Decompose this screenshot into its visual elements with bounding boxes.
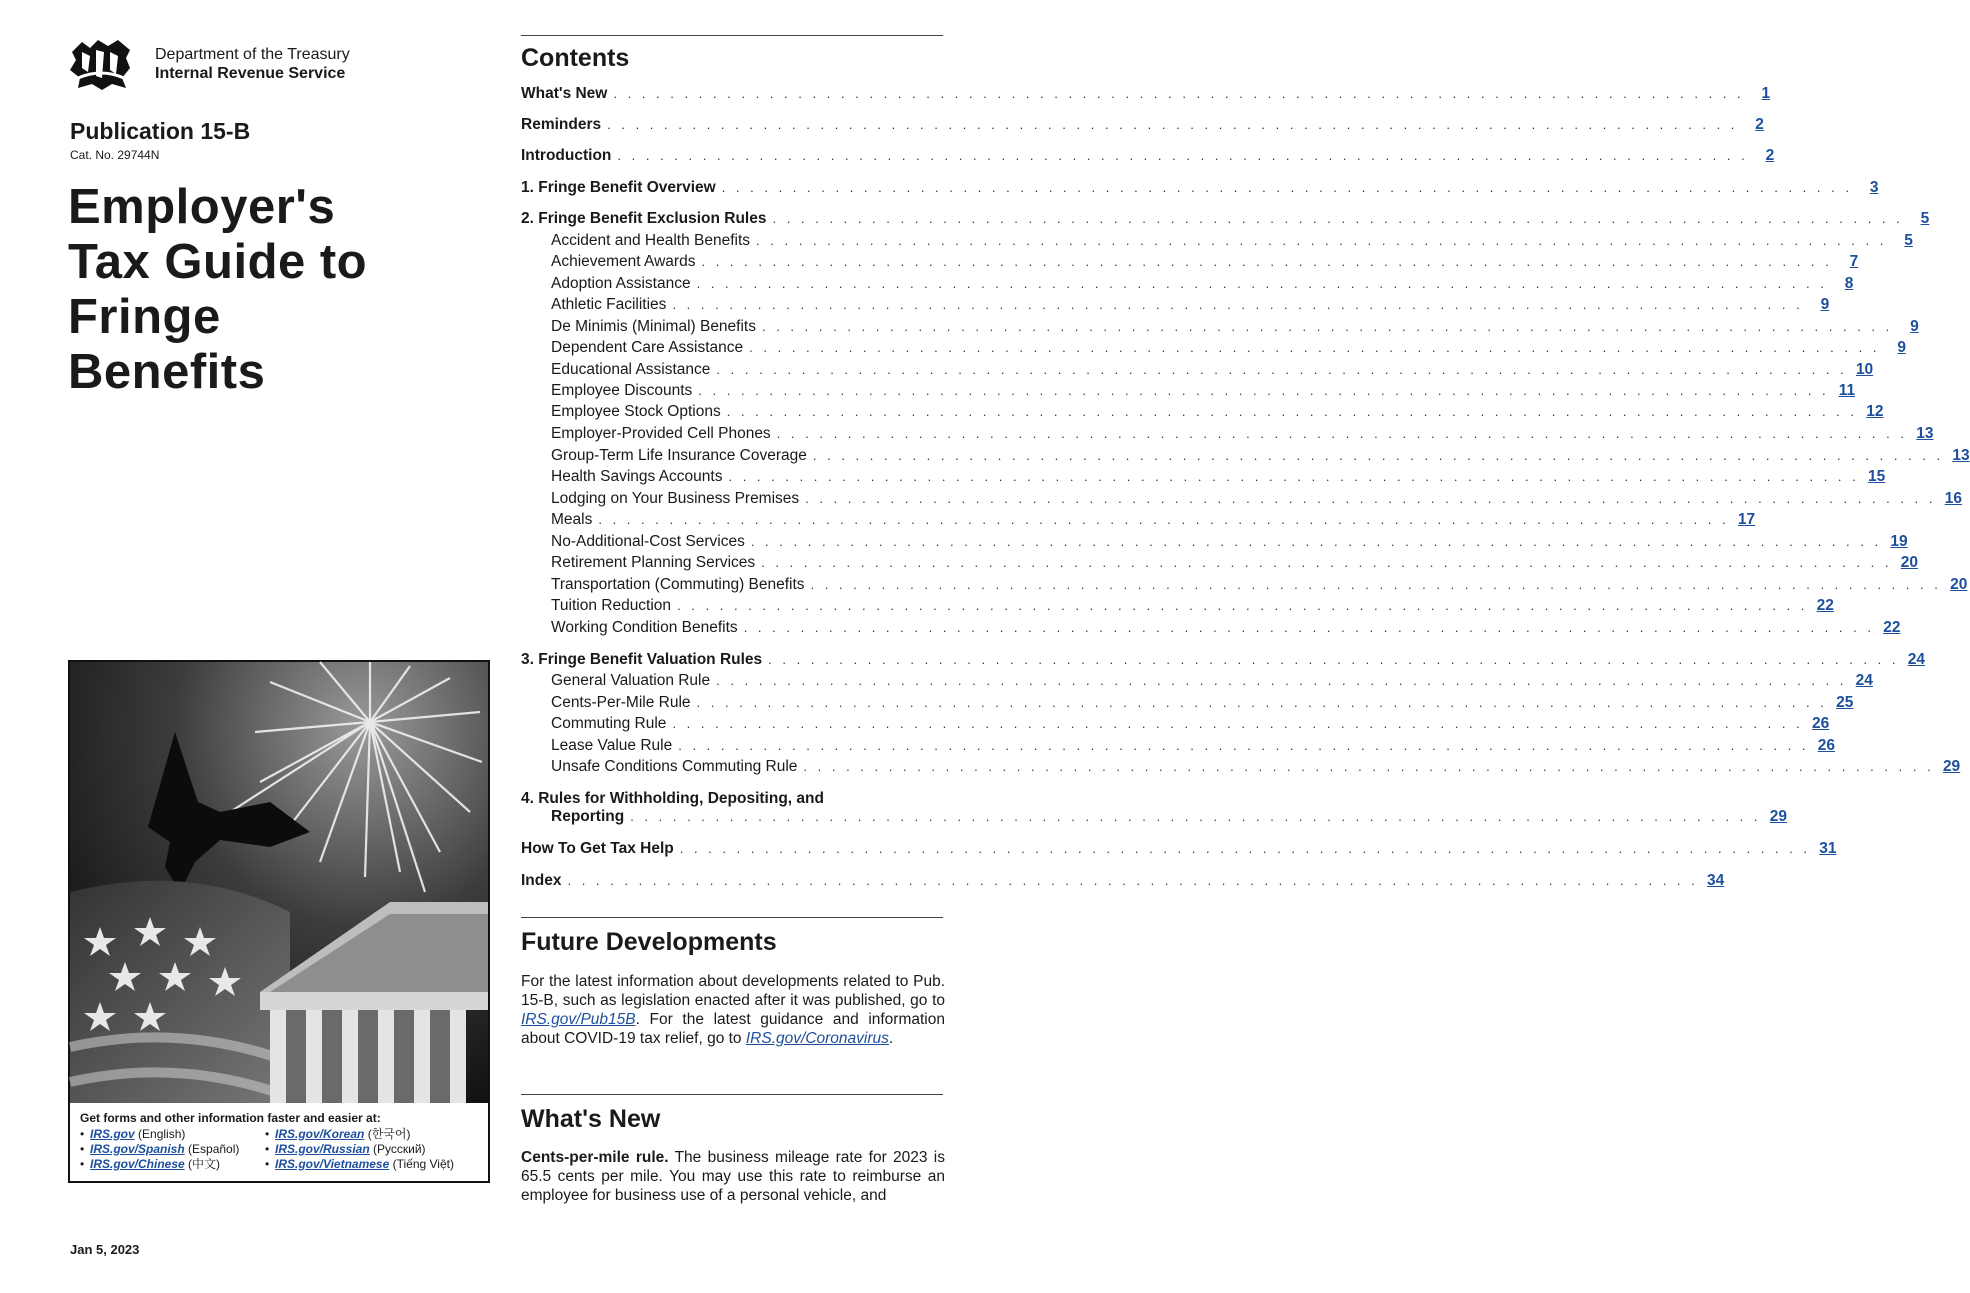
toc-page-link[interactable]: 17 [1737, 511, 1756, 528]
whats-new-heading: What's New [521, 1105, 661, 1133]
toc-entry-label: Retirement Planning Services [551, 554, 756, 571]
toc-leader-dots: . . . . . . . . . . . . . . . . . . . . . . . . . . . . . . . . . . . . . . . . . . . . . . . . . . . . . . . . . . . . . . . . . . . . . . . . . . . . . . . . [701, 254, 1833, 269]
toc-entry-label: Lodging on Your Business Premises [551, 490, 800, 507]
toc-leader-dots: . . . . . . . . . . . . . . . . . . . . . . . . . . . . . . . . . . . . . . . . . . . . . . . . . . . . . . . . . . . . . . . . . . . . . . . . . . . . . . . . [696, 276, 1828, 291]
toc-entry-label: General Valuation Rule [551, 672, 711, 689]
toc-page-link[interactable]: 26 [1817, 737, 1835, 754]
toc-page-link[interactable]: 5 [1920, 210, 1930, 227]
toc-leader-dots: . . . . . . . . . . . . . . . . . . . . . . . . . . . . . . . . . . . . . . . . . . . . . . . . . . . . . . . . . . . . . . . . . . . . . . . . . . . . . . . . [678, 738, 1809, 753]
toc-page-link[interactable]: 10 [1855, 361, 1874, 378]
toc-entry[interactable] [521, 84, 1771, 103]
fireworks-eagle-flag-capitol-icon [70, 662, 488, 1103]
get-forms-item: • IRS.gov/Vietnamese (Tiếng Việt) [265, 1157, 454, 1171]
toc-entry-label: How To Get Tax Help [521, 840, 674, 857]
toc-leader-dots: . . . . . . . . . . . . . . . . . . . . . . . . . . . . . . . . . . . . . . . . . . . . . . . . . . . . . . . . . . . . . . . . . . . . . . . . . . . . . . . . [761, 319, 1893, 334]
toc-entry-label: What's New [521, 85, 608, 102]
toc-entry[interactable] [521, 714, 1830, 733]
toc-entry-label: 2. Fringe Benefit Exclusion Rules [521, 210, 767, 227]
irs-eagle-logo-icon [68, 38, 134, 92]
toc-entry-label: 1. Fringe Benefit Overview [521, 179, 716, 196]
toc-page-link[interactable]: 3 [1869, 179, 1879, 196]
toc-entry-label: Accident and Health Benefits [551, 232, 751, 249]
irs-link-english[interactable]: IRS.gov [90, 1127, 135, 1141]
toc-entry[interactable] [521, 553, 1918, 572]
toc-entry[interactable] [521, 146, 1775, 165]
toc-entry-label: Working Condition Benefits [551, 619, 738, 636]
pub15b-link[interactable]: IRS.gov/Pub15B [521, 1011, 636, 1028]
toc-entry-label: Employer-Provided Cell Phones [551, 425, 771, 442]
toc-entry-label: Index [521, 872, 562, 889]
agency-header [155, 45, 350, 83]
irs-link-korean[interactable]: IRS.gov/Korean [275, 1127, 365, 1141]
toc-entry[interactable] [521, 178, 1879, 197]
toc-entry[interactable] [521, 807, 1787, 826]
language-label: (Español) [188, 1142, 240, 1156]
toc-entry[interactable] [521, 736, 1835, 755]
toc-page-link[interactable]: 24 [1907, 651, 1925, 668]
toc-entry-label: Introduction [521, 147, 612, 164]
toc-page-link[interactable]: 9 [1820, 296, 1830, 313]
whats-new-paragraph [521, 1148, 945, 1205]
toc-entry[interactable] [521, 839, 1837, 858]
toc-entry[interactable] [521, 532, 1908, 551]
toc-leader-dots: . . . . . . . . . . . . . . . . . . . . . . . . . . . . . . . . . . . . . . . . . . . . . . . . . . . . . . . . . . . . . . . . . . . . . . . . . . . . . . . . [630, 809, 1761, 824]
toc-entry[interactable] [521, 510, 1756, 529]
paragraph-text: . For the latest guidance and information about COVID-19 tax relief, go to [521, 1011, 945, 1047]
toc-entry-label: Tuition Reduction [551, 597, 672, 614]
toc-entry-label: Group-Term Life Insurance Coverage [551, 447, 807, 464]
toc-entry[interactable] [521, 575, 1968, 594]
toc-entry[interactable] [521, 467, 1886, 486]
toc-leader-dots: . . . . . . . . . . . . . . . . . . . . . . . . . . . . . . . . . . . . . . . . . . . . . . . . . . . . . . . . . . . . . . . . . . . . . . . . . . . . . . . . [803, 759, 1935, 774]
get-forms-item: • IRS.gov/Korean (한국어) [265, 1127, 411, 1141]
toc-entry[interactable] [521, 252, 1859, 271]
department-name: Department of the Treasury [155, 46, 350, 63]
toc-entry-label: Commuting Rule [551, 715, 667, 732]
language-label: (English) [138, 1127, 186, 1141]
toc-leader-dots: . . . . . . . . . . . . . . . . . . . . . . . . . . . . . . . . . . . . . . . . . . . . . . . . . . . . . . . . . . . . . . . . . . . . . . . . . . . . . . . . [613, 86, 1745, 101]
toc-entry-label: Achievement Awards [551, 253, 696, 270]
toc-entry[interactable] [521, 424, 1934, 443]
toc-leader-dots: . . . . . . . . . . . . . . . . . . . . . . . . . . . . . . . . . . . . . . . . . . . . . . . . . . . . . . . . . . . . . . . . . . . . . . . . . . . . . . . . [677, 598, 1808, 613]
toc-entry[interactable] [521, 789, 943, 808]
toc-entry[interactable] [521, 871, 1725, 890]
language-label: (한국어) [367, 1127, 411, 1141]
irs-link-chinese[interactable]: IRS.gov/Chinese [90, 1157, 185, 1171]
toc-entry-label: Dependent Care Assistance [551, 339, 744, 356]
toc-page-link[interactable]: 9 [1910, 318, 1919, 335]
toc-leader-dots: . . . . . . . . . . . . . . . . . . . . . . . . . . . . . . . . . . . . . . . . . . . . . . . . . . . . . . . . . . . . . . . . . . . . . . . . . . . . . . . . [812, 448, 1944, 463]
toc-page-link[interactable]: 2 [1765, 147, 1775, 164]
toc-leader-dots: . . . . . . . . . . . . . . . . . . . . . . . . . . . . . . . . . . . . . . . . . . . . . . . . . . . . . . . . . . . . . . . . . . . . . . . . . . . . . . . . [716, 362, 1848, 377]
toc-entry[interactable] [521, 338, 1906, 357]
toc-entry-label: Employee Discounts [551, 382, 693, 399]
paragraph-text: For the latest information about developments related to Pub. 15-B, such as legislation enacted after it was published, go to [521, 973, 945, 1009]
toc-entry-label: De Minimis (Minimal) Benefits [551, 318, 756, 335]
toc-page-link[interactable]: 1 [1761, 85, 1771, 102]
language-label: (Tiếng Việt) [392, 1157, 454, 1171]
toc-leader-dots: . . . . . . . . . . . . . . . . . . . . . . . . . . . . . . . . . . . . . . . . . . . . . . . . . . . . . . . . . . . . . . . . . . . . . . . . . . . . . . . . [726, 404, 1858, 419]
title-line: Fringe [68, 290, 221, 344]
title-line: Tax Guide to [68, 235, 368, 289]
toc-entry-label: Athletic Facilities [551, 296, 667, 313]
toc-leader-dots: . . . . . . . . . . . . . . . . . . . . . . . . . . . . . . . . . . . . . . . . . . . . . . . . . . . . . . . . . . . . . . . . . . . . . . . . . . . . . . . . [679, 841, 1811, 856]
toc-entry[interactable] [521, 231, 1913, 250]
toc-leader-dots: . . . . . . . . . . . . . . . . . . . . . . . . . . . . . . . . . . . . . . . . . . . . . . . . . . . . . . . . . . . . . . . . . . . . . . . . . . . . . . . . [672, 716, 1804, 731]
toc-page-link[interactable]: 15 [1868, 468, 1886, 485]
section-rule [521, 917, 943, 918]
toc-page-link[interactable]: 26 [1811, 715, 1830, 732]
publication-number: Publication 15-B [70, 118, 251, 144]
toc-page-link[interactable]: 19 [1890, 533, 1908, 550]
toc-page-link[interactable]: 31 [1819, 840, 1837, 857]
toc-page-link[interactable]: 16 [1944, 490, 1962, 507]
language-label: (中文) [188, 1157, 221, 1171]
toc-leader-dots: . . . . . . . . . . . . . . . . . . . . . . . . . . . . . . . . . . . . . . . . . . . . . . . . . . . . . . . . . . . . . . . . . . . . . . . . . . . . . . . . [756, 233, 1887, 248]
irs-link-vietnamese[interactable]: IRS.gov/Vietnamese [275, 1157, 390, 1171]
toc-page-link[interactable]: 9 [1897, 339, 1906, 356]
toc-leader-dots: . . . . . . . . . . . . . . . . . . . . . . . . . . . . . . . . . . . . . . . . . . . . . . . . . . . . . . . . . . . . . . . . . . . . . . . . . . . . . . . . [761, 555, 1892, 570]
toc-leader-dots: . . . . . . . . . . . . . . . . . . . . . . . . . . . . . . . . . . . . . . . . . . . . . . . . . . . . . . . . . . . . . . . . . . . . . . . . . . . . . . . . [696, 695, 1828, 710]
future-developments-heading: Future Developments [521, 928, 777, 956]
get-forms-item: • IRS.gov/Chinese (中文) [80, 1157, 221, 1171]
toc-leader-dots: . . . . . . . . . . . . . . . . . . . . . . . . . . . . . . . . . . . . . . . . . . . . . . . . . . . . . . . . . . . . . . . . . . . . . . . . . . . . . . . . [716, 673, 1847, 688]
toc-leader-dots: . . . . . . . . . . . . . . . . . . . . . . . . . . . . . . . . . . . . . . . . . . . . . . . . . . . . . . . . . . . . . . . . . . . . . . . . . . . . . . . . [607, 117, 1738, 132]
toc-entry-label: 4. Rules for Withholding, Depositing, and [521, 790, 824, 807]
toc-entry[interactable] [521, 650, 1925, 669]
runin-heading: Cents-per-mile rule. [521, 1149, 669, 1166]
toc-leader-dots: . . . . . . . . . . . . . . . . . . . . . . . . . . . . . . . . . . . . . . . . . . . . . . . . . . . . . . . . . . . . . . . . . . . . . . . . . . . . . . . . [749, 340, 1880, 355]
get-forms-item: • IRS.gov (English) [80, 1127, 186, 1141]
toc-entry[interactable] [521, 596, 1834, 615]
get-forms-item: • IRS.gov/Spanish (Español) [80, 1142, 240, 1156]
publication-date: Jan 5, 2023 [70, 1242, 140, 1257]
toc-page-link[interactable]: 22 [1883, 619, 1901, 636]
toc-entry-label: Transportation (Commuting) Benefits [551, 576, 805, 593]
toc-entry[interactable] [521, 209, 1930, 228]
toc-entry[interactable] [521, 360, 1874, 379]
title-line: Employer's [68, 180, 336, 234]
toc-page-link[interactable]: 13 [1916, 425, 1934, 442]
toc-page-link[interactable]: 2 [1755, 116, 1764, 133]
section-rule [521, 1094, 943, 1095]
toc-entry-label: 3. Fringe Benefit Valuation Rules [521, 651, 763, 668]
toc-page-link[interactable]: 5 [1904, 232, 1913, 249]
toc-entry[interactable] [521, 618, 1901, 637]
toc-page-link[interactable]: 20 [1900, 554, 1918, 571]
toc-page-link[interactable]: 11 [1838, 382, 1856, 399]
paragraph-text: The business mileage rate for 2023 is 65.5 cents per mile. You may use this rate to reimburse an employee for business use of a personal vehicle, and [521, 1149, 945, 1204]
toc-page-link[interactable]: 25 [1836, 694, 1854, 711]
document-title [68, 180, 488, 400]
toc-entry[interactable] [521, 381, 1856, 400]
get-forms-heading: Get forms and other information faster and easier at: [80, 1111, 381, 1125]
toc-leader-dots: . . . . . . . . . . . . . . . . . . . . . . . . . . . . . . . . . . . . . . . . . . . . . . . . . . . . . . . . . . . . . . . . . . . . . . . . . . . . . . . . [698, 383, 1830, 398]
toc-entry-label: Health Savings Accounts [551, 468, 723, 485]
get-forms-box [70, 1105, 488, 1181]
toc-page-link[interactable]: 24 [1855, 672, 1873, 689]
toc-entry-label: No-Additional-Cost Services [551, 533, 745, 550]
toc-entry[interactable] [521, 446, 1970, 465]
toc-entry-label: Adoption Assistance [551, 275, 691, 292]
toc-page-link[interactable]: 13 [1952, 447, 1970, 464]
toc-page-link[interactable]: 12 [1866, 403, 1884, 420]
toc-entry[interactable] [521, 295, 1830, 314]
toc-entry[interactable] [521, 757, 1961, 776]
toc-entry[interactable] [521, 115, 1764, 134]
toc-entry[interactable] [521, 489, 1962, 508]
cover-art [68, 660, 490, 1183]
toc-entry-label: Lease Value Rule [551, 737, 673, 754]
toc-leader-dots: . . . . . . . . . . . . . . . . . . . . . . . . . . . . . . . . . . . . . . . . . . . . . . . . . . . . . . . . . . . . . . . . . . . . . . . . . . . . . . . . [750, 534, 1882, 549]
toc-leader-dots: . . . . . . . . . . . . . . . . . . . . . . . . . . . . . . . . . . . . . . . . . . . . . . . . . . . . . . . . . . . . . . . . . . . . . . . . . . . . . . . . [672, 297, 1804, 312]
toc-page-link[interactable]: 7 [1849, 253, 1859, 270]
toc-entry[interactable] [521, 402, 1884, 421]
toc-entry[interactable] [521, 274, 1854, 293]
toc-entry[interactable] [521, 693, 1854, 712]
toc-page-link[interactable]: 20 [1950, 576, 1968, 593]
toc-entry-label: Unsafe Conditions Commuting Rule [551, 758, 798, 775]
toc-leader-dots: . . . . . . . . . . . . . . . . . . . . . . . . . . . . . . . . . . . . . . . . . . . . . . . . . . . . . . . . . . . . . . . . . . . . . . . . . . . . . . . . [805, 491, 1936, 506]
irs-link-spanish[interactable]: IRS.gov/Spanish [90, 1142, 185, 1156]
toc-entry[interactable] [521, 317, 1919, 336]
toc-entry-label: Reminders [521, 116, 602, 133]
toc-page-link[interactable]: 34 [1707, 872, 1725, 889]
toc-leader-dots: . . . . . . . . . . . . . . . . . . . . . . . . . . . . . . . . . . . . . . . . . . . . . . . . . . . . . . . . . . . . . . . . . . . . . . . . . . . . . . . . [728, 469, 1860, 484]
paragraph-text: . [888, 1030, 894, 1047]
toc-page-link[interactable]: 22 [1816, 597, 1834, 614]
toc-leader-dots: . . . . . . . . . . . . . . . . . . . . . . . . . . . . . . . . . . . . . . . . . . . . . . . . . . . . . . . . . . . . . . . . . . . . . . . . . . . . . . . . [810, 577, 1942, 592]
toc-leader-dots: . . . . . . . . . . . . . . . . . . . . . . . . . . . . . . . . . . . . . . . . . . . . . . . . . . . . . . . . . . . . . . . . . . . . . . . . . . . . . . . . [598, 512, 1730, 527]
toc-leader-dots: . . . . . . . . . . . . . . . . . . . . . . . . . . . . . . . . . . . . . . . . . . . . . . . . . . . . . . . . . . . . . . . . . . . . . . . . . . . . . . . . [617, 148, 1749, 163]
agency-name: Internal Revenue Service [155, 65, 346, 82]
future-developments-paragraph [521, 972, 945, 1048]
toc-leader-dots: . . . . . . . . . . . . . . . . . . . . . . . . . . . . . . . . . . . . . . . . . . . . . . . . . . . . . . . . . . . . . . . . . . . . . . . . . . . . . . . . [567, 873, 1699, 888]
section-rule [521, 35, 943, 36]
toc-page-link[interactable]: 29 [1769, 808, 1787, 825]
toc-page-link[interactable]: 29 [1942, 758, 1961, 775]
toc-entry-label: Educational Assistance [551, 361, 711, 378]
toc-leader-dots: . . . . . . . . . . . . . . . . . . . . . . . . . . . . . . . . . . . . . . . . . . . . . . . . . . . . . . . . . . . . . . . . . . . . . . . . . . . . . . . . [776, 426, 1908, 441]
get-forms-item: • IRS.gov/Russian (Русский) [265, 1142, 426, 1156]
toc-entry[interactable] [521, 671, 1873, 690]
toc-entry-label: Employee Stock Options [551, 403, 721, 420]
toc-entry-label: Reporting [551, 808, 625, 825]
toc-leader-dots: . . . . . . . . . . . . . . . . . . . . . . . . . . . . . . . . . . . . . . . . . . . . . . . . . . . . . . . . . . . . . . . . . . . . . . . . . . . . . . . . [768, 652, 1899, 667]
toc-entry-label: Cents-Per-Mile Rule [551, 694, 691, 711]
coronavirus-link[interactable]: IRS.gov/Coronavirus [745, 1030, 889, 1047]
title-line: Benefits [68, 345, 266, 399]
language-label: (Русский) [373, 1142, 426, 1156]
catalog-number: Cat. No. 29744N [70, 148, 160, 162]
toc-entry-label: Meals [551, 511, 593, 528]
toc-leader-dots: . . . . . . . . . . . . . . . . . . . . . . . . . . . . . . . . . . . . . . . . . . . . . . . . . . . . . . . . . . . . . . . . . . . . . . . . . . . . . . . . [721, 180, 1853, 195]
toc-page-link[interactable]: 8 [1844, 275, 1854, 292]
irs-link-russian[interactable]: IRS.gov/Russian [275, 1142, 370, 1156]
toc-leader-dots: . . . . . . . . . . . . . . . . . . . . . . . . . . . . . . . . . . . . . . . . . . . . . . . . . . . . . . . . . . . . . . . . . . . . . . . . . . . . . . . . [772, 211, 1904, 226]
toc-leader-dots: . . . . . . . . . . . . . . . . . . . . . . . . . . . . . . . . . . . . . . . . . . . . . . . . . . . . . . . . . . . . . . . . . . . . . . . . . . . . . . . . [743, 620, 1875, 635]
contents-heading: Contents [521, 44, 630, 72]
